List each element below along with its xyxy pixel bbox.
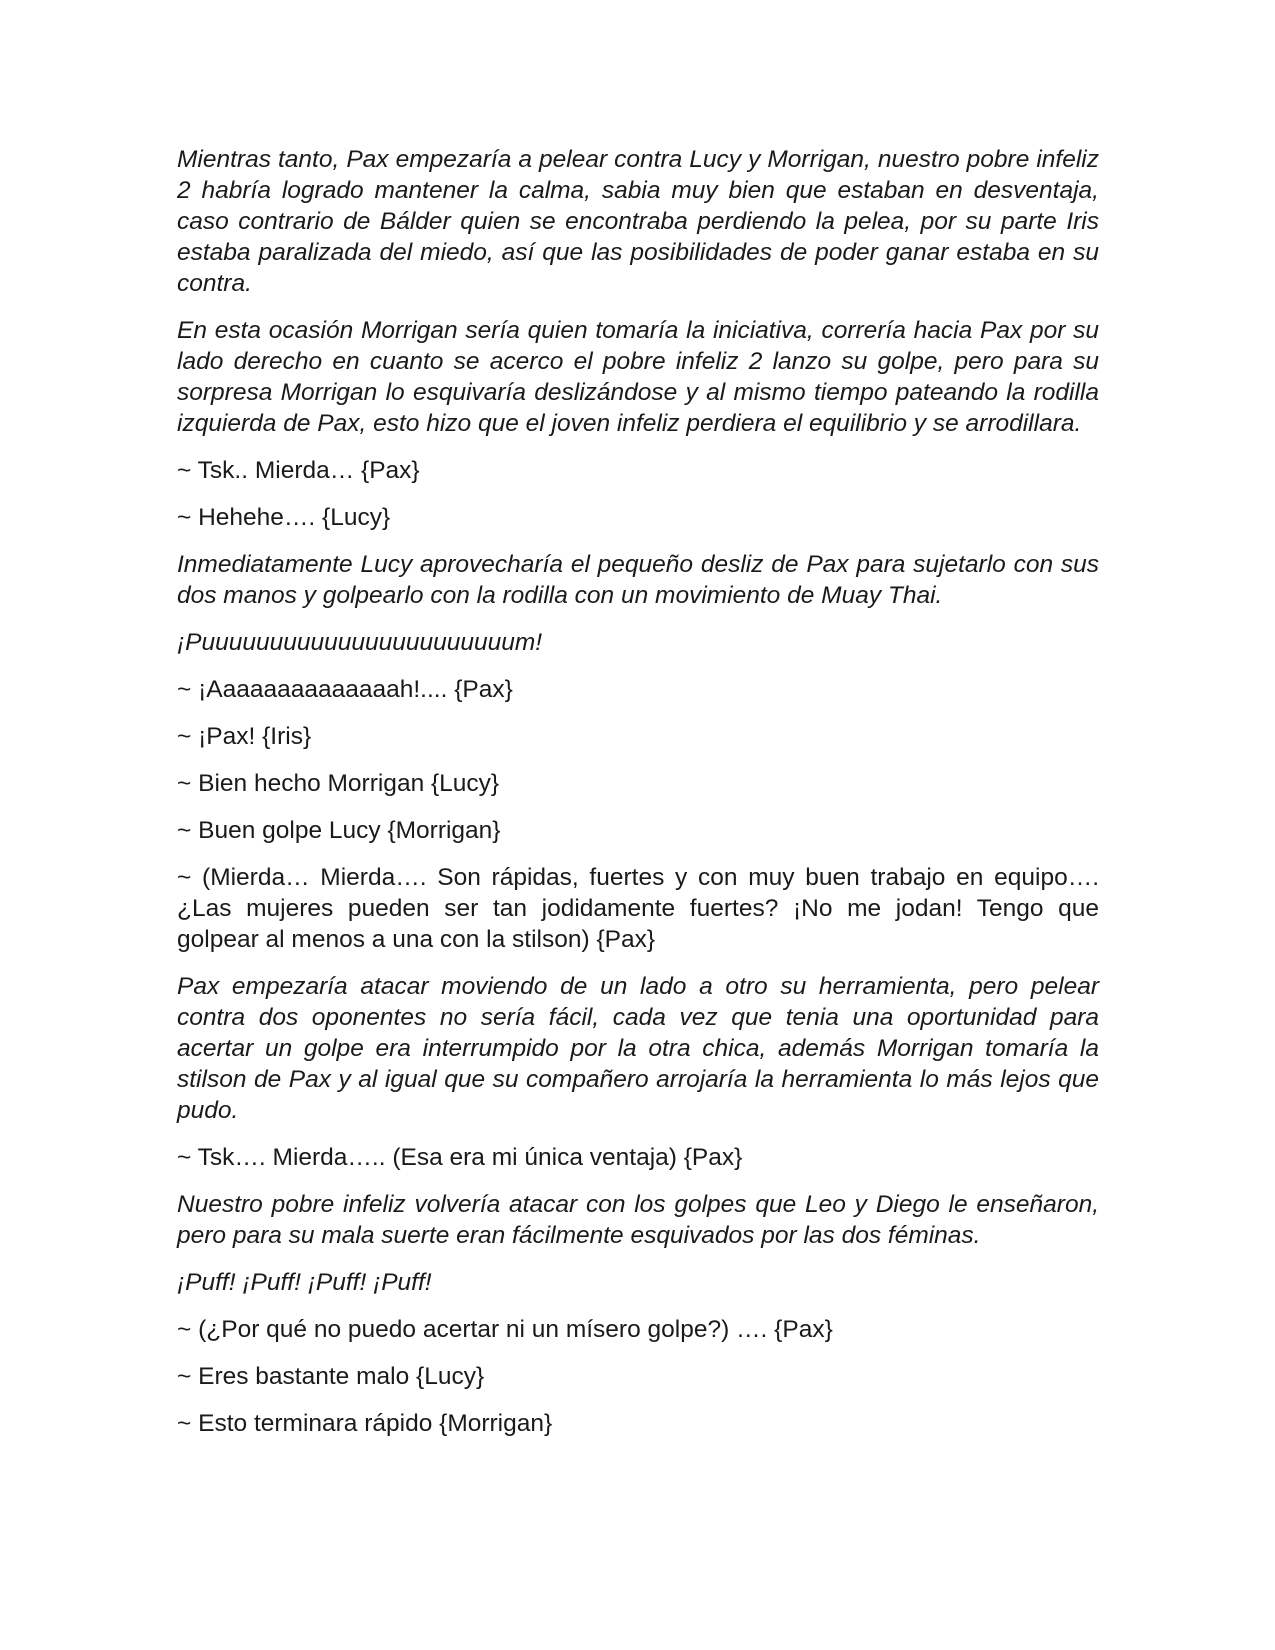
dialogue-line: ~ Tsk…. Mierda….. (Esa era mi única ventaja) {Pax} xyxy=(177,1144,743,1171)
dialogue-line: ~ ¡Aaaaaaaaaaaaaah!.... {Pax} xyxy=(177,676,513,703)
dialogue-line: ~ Bien hecho Morrigan {Lucy} xyxy=(177,770,500,797)
narration-paragraph: Pax empezaría atacar moviendo de un lado a otro su herramienta, pero pelear contra dos oponentes no sería fácil, cada vez que tenia una oportunidad para acertar un golpe era interrumpido por la otra chica, además Morrigan tomaría la stilson de Pax y al igual que su compañero arrojaría la herramienta lo más lejos que pudo. xyxy=(177,973,1099,1124)
dialogue-line: ~ ¡Pax! {Iris} xyxy=(177,723,312,750)
sound-effect: ¡Puff! ¡Puff! ¡Puff! ¡Puff! xyxy=(177,1269,432,1296)
narration-paragraph: En esta ocasión Morrigan sería quien tomaría la iniciativa, correría hacia Pax por su lado derecho en cuanto se acerco el pobre infeliz 2 lanzo su golpe, pero para su sorpresa Morrigan lo esquivaría deslizándose y al mismo tiempo pateando la rodilla izquierda de Pax, esto hizo que el joven infeliz perdiera el equilibrio y se arrodillara. xyxy=(177,317,1099,437)
dialogue-line: ~ Buen golpe Lucy {Morrigan} xyxy=(177,817,501,844)
narration-paragraph: Nuestro pobre infeliz volvería atacar con los golpes que Leo y Diego le enseñaron, pero para su mala suerte eran fácilmente esquivados por las dos féminas. xyxy=(177,1191,1099,1249)
sound-effect: ¡Puuuuuuuuuuuuuuuuuuuuuuum! xyxy=(177,629,543,656)
document-page xyxy=(177,144,1099,1455)
narration-paragraph: Mientras tanto, Pax empezaría a pelear contra Lucy y Morrigan, nuestro pobre infeliz 2 habría logrado mantener la calma, sabia muy bien que estaban en desventaja, caso contrario de Bálder quien se encontraba perdiendo la pelea, por su parte Iris estaba paralizada del miedo, así que las posibilidades de poder ganar estaba en su contra. xyxy=(177,146,1099,297)
dialogue-line: ~ Hehehe…. {Lucy} xyxy=(177,504,391,531)
dialogue-line: ~ Esto terminara rápido {Morrigan} xyxy=(177,1410,553,1437)
dialogue-line: ~ (Mierda… Mierda…. Son rápidas, fuertes y con muy buen trabajo en equipo…. ¿Las mujeres pueden ser tan jodidamente fuertes? ¡No me jodan! Tengo que golpear al menos a una con la stilson) {Pax} xyxy=(177,864,1099,953)
dialogue-line: ~ (¿Por qué no puedo acertar ni un mísero golpe?) …. {Pax} xyxy=(177,1316,833,1343)
dialogue-line: ~ Eres bastante malo {Lucy} xyxy=(177,1363,485,1390)
dialogue-line: ~ Tsk.. Mierda… {Pax} xyxy=(177,457,420,484)
narration-paragraph: Inmediatamente Lucy aprovecharía el pequeño desliz de Pax para sujetarlo con sus dos manos y golpearlo con la rodilla con un movimiento de Muay Thai. xyxy=(177,551,1099,609)
